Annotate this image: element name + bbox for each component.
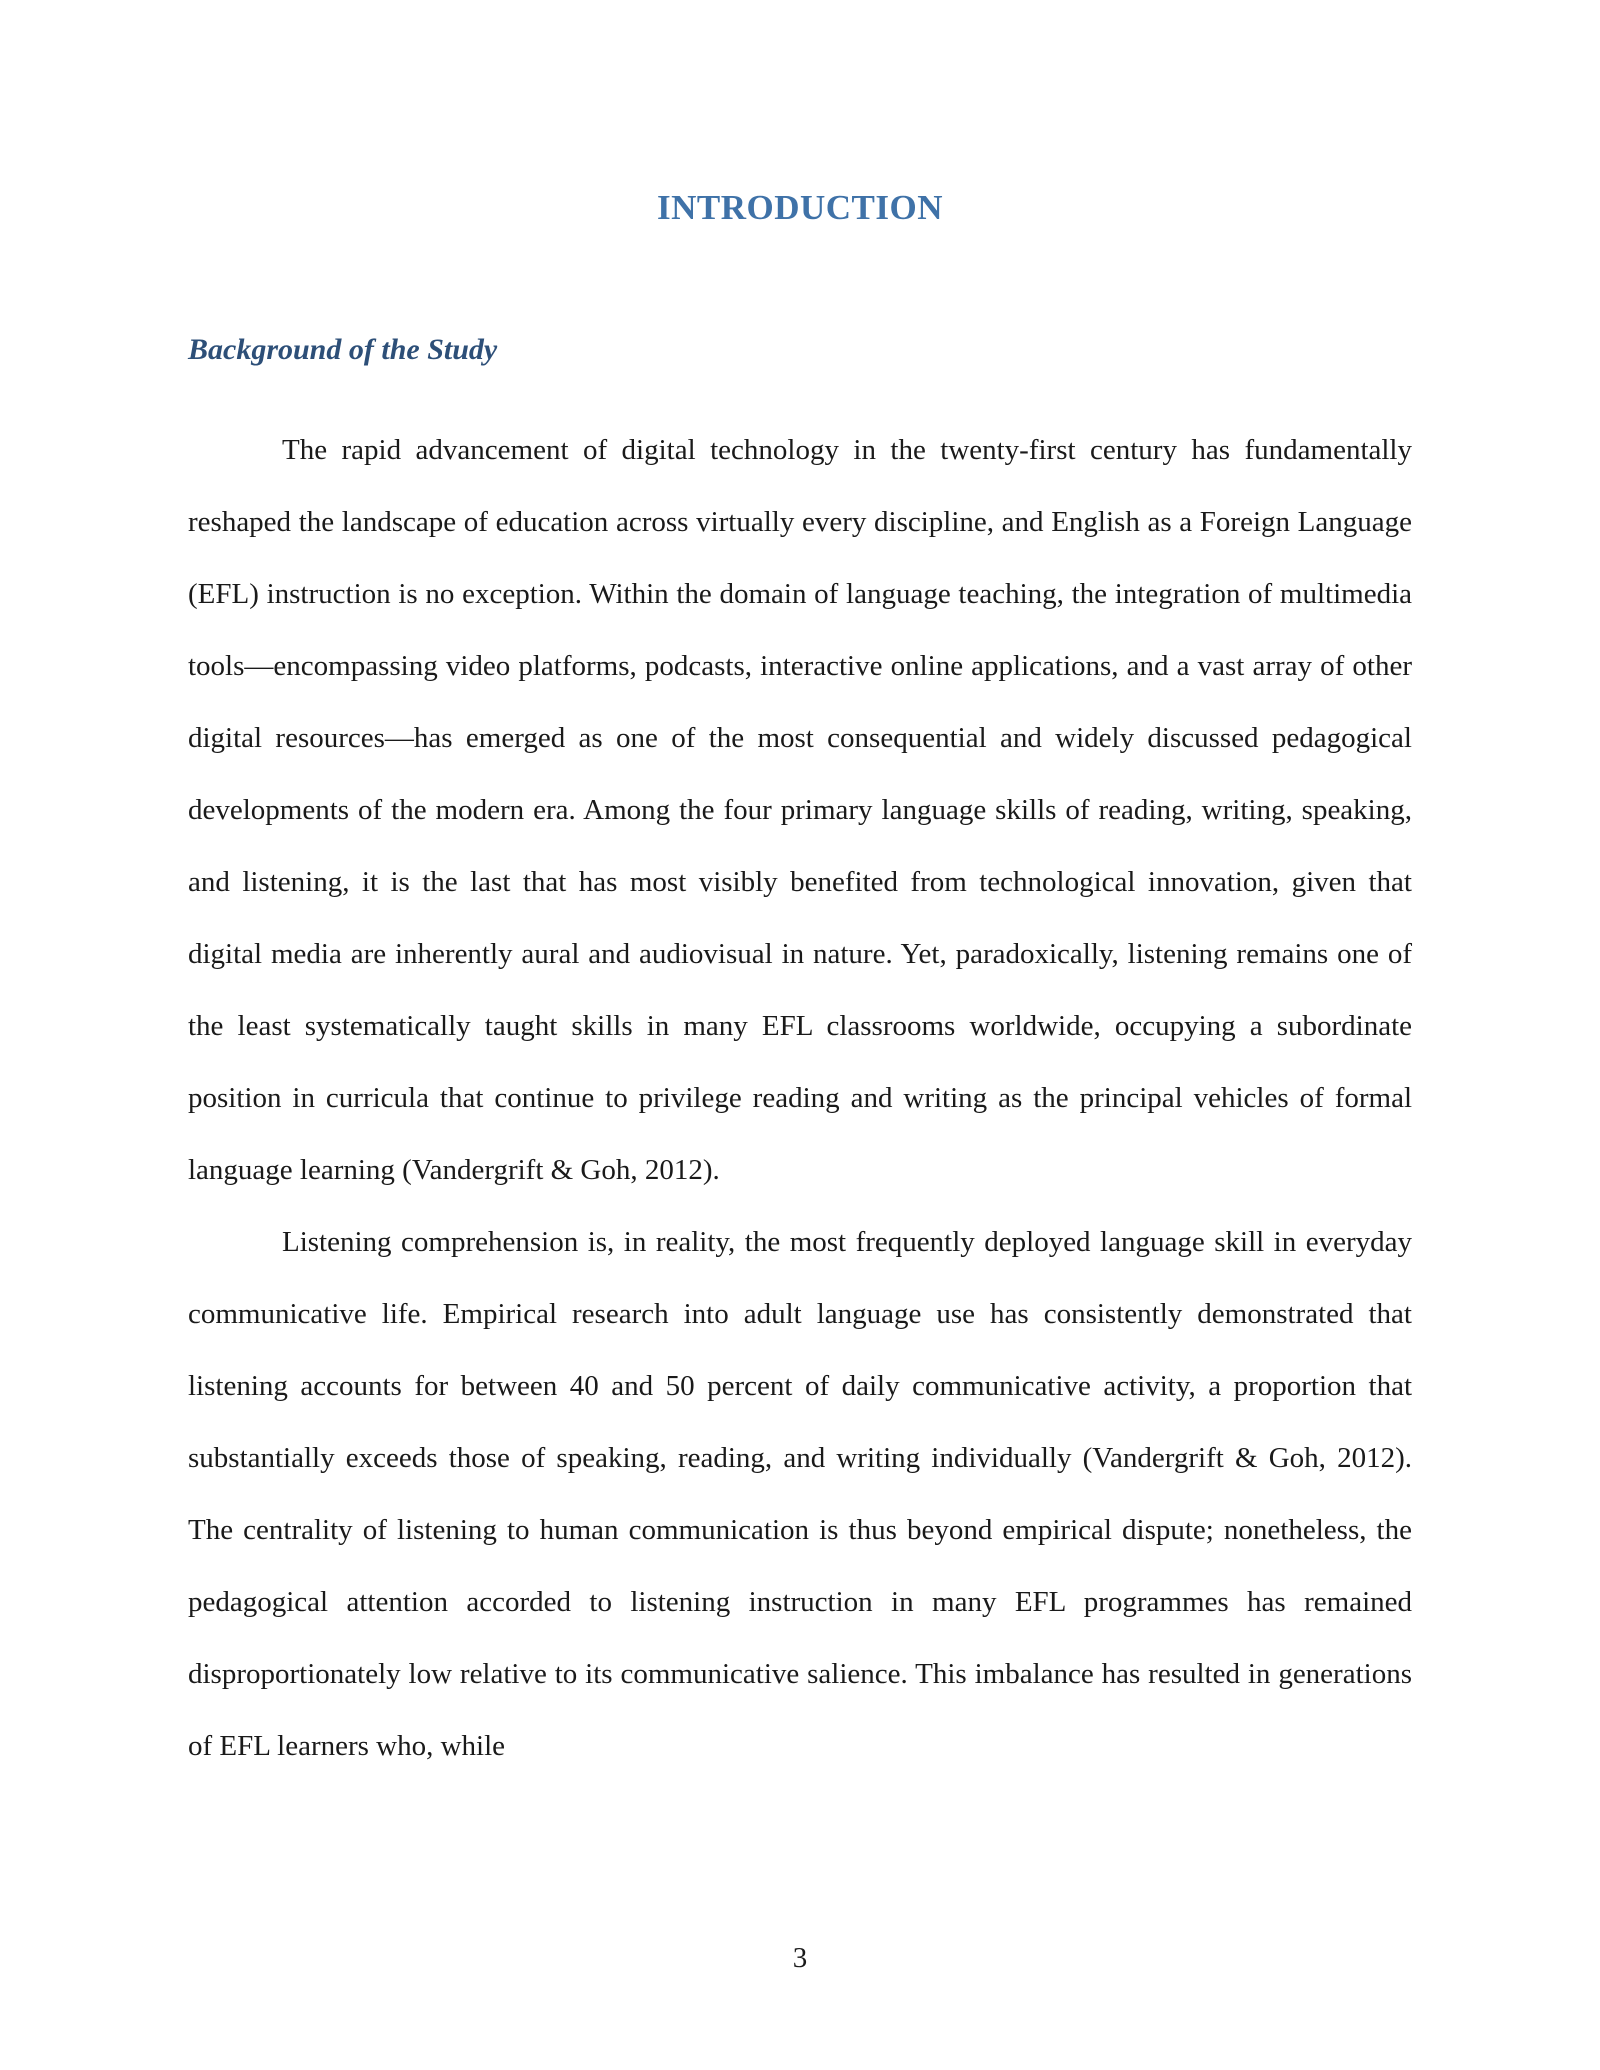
section-heading: Background of the Study [188,333,498,366]
body-text [188,414,1412,1782]
paragraph-2: Listening comprehension is, in reality, the most frequently deployed language skill in everyday communicative life. Empirical research into adult language use has consistently demonstrated that listening accounts for between 40 and 50 percent of daily communicative activity, a proportion that substantially exceeds those of speaking, reading, and writing individually (Vandergrift & Goh, 2012). The centrality of listening to human communication is thus beyond empirical dispute; nonetheless, the pedagogical attention accorded to listening instruction in many EFL programmes has remained disproportionately low relative to its communicative salience. This imbalance has resulted in generations of EFL learners who, while [188,1226,1412,1762]
paragraph-1: The rapid advancement of digital technology in the twenty-first century has fundamentally reshaped the landscape of education across virtually every discipline, and English as a Foreign Language (EFL) instruction is no exception. Within the domain of language teaching, the integration of multimedia tools—encompassing video platforms, podcasts, interactive online applications, and a vast array of other digital resources—has emerged as one of the most consequential and widely discussed pedagogical developments of the modern era. Among the four primary language skills of reading, writing, speaking, and listening, it is the last that has most visibly benefited from technological innovation, given that digital media are inherently aural and audiovisual in nature. Yet, paradoxically, listening remains one of the least systematically taught skills in many EFL classrooms worldwide, occupying a subordinate position in curricula that continue to privilege reading and writing as the principal vehicles of formal language learning (Vandergrift & Goh, 2012). [188,434,1412,1186]
chapter-title: INTRODUCTION [656,188,944,227]
page-number: 3 [792,1942,808,1974]
